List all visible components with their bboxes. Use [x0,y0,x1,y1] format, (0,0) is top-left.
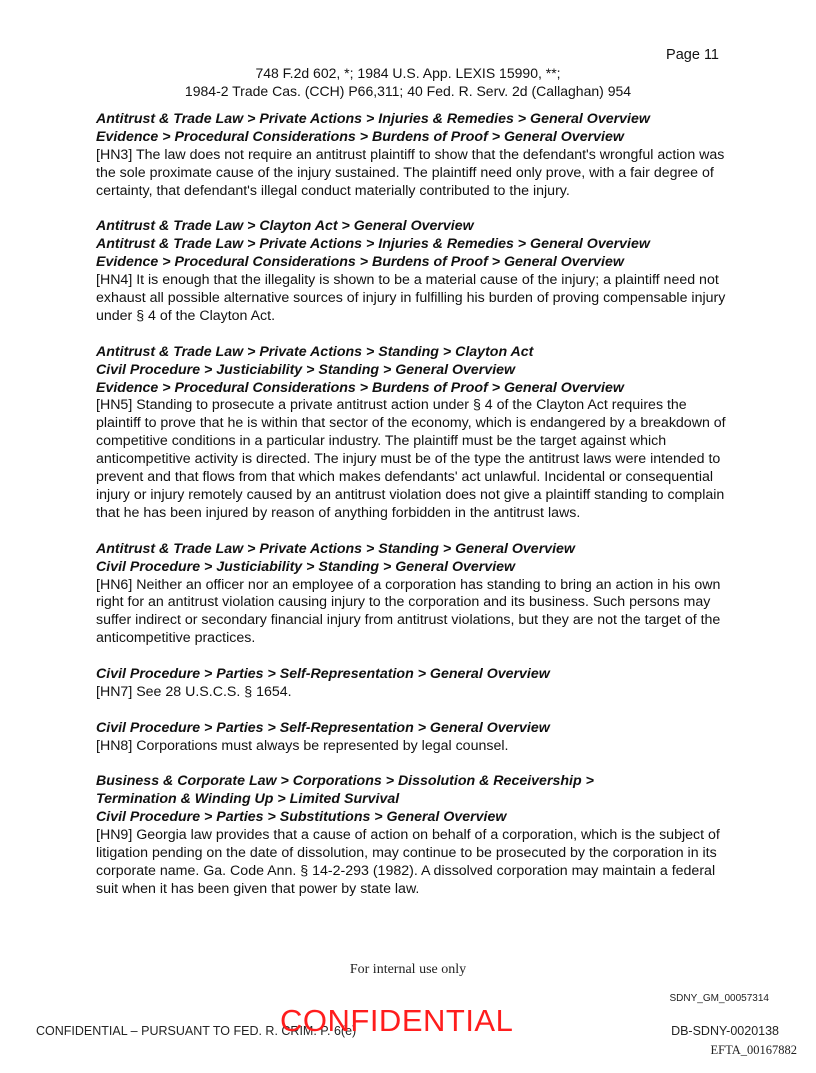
headnote-section [96,666,726,702]
headnote-section [96,720,726,756]
topic-heading: Civil Procedure > Parties > Self-Representation > General Overview [96,666,550,683]
topic-heading: Civil Procedure > Parties > Self-Representation > General Overview [96,719,550,736]
topic-heading: Termination & Winding Up > Limited Survival [96,791,400,808]
headnote-section [96,344,726,523]
headnote-section [96,218,726,325]
headnote-text: [HN5] Standing to prosecute a private antitrust action under § 4 of the Clayton Act requires the plaintiff to prove that he is within that sector of the economy, which is endangered by a breakdown of competitive conditions in a particular industry. The plaintiff must be the target against which anticompetitive activity is directed. The injury must be of the type the antitrust laws were intended to prevent and that flows from that which makes defendants' act unlawful. Incidental or consequential injury or injury remotely caused by an antitrust violation does not give a plaintiff standing to complain that he has been injured by reason of anything forbidden in the antitrust laws. [96,397,726,521]
topic-heading: Civil Procedure > Justiciability > Standing > General Overview [96,361,516,378]
confidential-notice: CONFIDENTIAL – PURSUANT TO FED. R. CRIM. P. 6(e) [36,1024,357,1038]
citation-line-1: 748 F.2d 602, *; 1984 U.S. App. LEXIS 15990, **; [255,65,561,81]
topic-heading: Antitrust & Trade Law > Private Actions > Standing > General Overview [96,540,575,557]
headnote-section [96,111,726,201]
topic-heading: Civil Procedure > Parties > Substitutions > General Overview [96,809,507,826]
page-number: Page 11 [666,47,719,63]
internal-use-notice: For internal use only [349,962,467,977]
topic-heading: Antitrust & Trade Law > Private Actions > Injuries & Remedies > General Overview [96,236,650,253]
topic-heading: Antitrust & Trade Law > Private Actions > Injuries & Remedies > General Overview [96,111,650,127]
topic-heading: Antitrust & Trade Law > Private Actions > Standing > Clayton Act [96,343,534,360]
topic-heading: Civil Procedure > Justiciability > Standing > General Overview [96,558,516,575]
headnote-text: [HN9] Georgia law provides that a cause of action on behalf of a corporation, which is the subject of litigation pending on the date of dissolution, may continue to be prosecuted by the corporation in its corporate name. Ga. Code Ann. § 14-2-293 (1982). A dissolved corporation may maintain a federal suit when it has been given that power by state law. [96,827,720,897]
headnote-section [96,541,726,648]
topic-heading: Evidence > Procedural Considerations > Burdens of Proof > General Overview [96,379,624,396]
topic-heading: Evidence > Procedural Considerations > Burdens of Proof > General Overview [96,128,624,145]
topic-heading: Evidence > Procedural Considerations > Burdens of Proof > General Overview [96,254,624,271]
confidential-stamp: CONFIDENTIAL [280,1003,514,1038]
headnote-text: [HN6] Neither an officer nor an employee of a corporation has standing to bring an action in his own right for an antitrust violation causing injury to the corporation and its business. Such persons may suffer indirect or secondary financial injury from antitrust violations, but they are not the target of the anticompetitive practices. [96,576,721,647]
headnote-section [96,773,726,898]
sdny-gm-bates: SDNY_GM_00057314 [669,993,769,1004]
headnote-text: [HN8] Corporations must always be represented by legal counsel. [96,737,509,754]
topic-heading: Business & Corporate Law > Corporations > Dissolution & Receivership > [96,773,594,790]
citation-line-2: 1984-2 Trade Cas. (CCH) P66,311; 40 Fed. R. Serv. 2d (Callaghan) 954 [184,83,632,99]
sdny-db-bates: DB-SDNY-0020138 [671,1024,779,1038]
topic-heading: Antitrust & Trade Law > Clayton Act > General Overview [96,218,474,235]
document-body [96,111,726,917]
headnote-text: [HN4] It is enough that the illegality is shown to be a material cause of the injury; a plaintiff need not exhaust all possible alternative sources of injury in fulfilling his burden of proving compensable injury under § 4 of the Clayton Act. [96,272,726,324]
headnote-text: [HN7] See 28 U.S.C.S. § 1654. [96,683,292,700]
efta-number: EFTA_00167882 [710,1043,797,1057]
headnote-text: [HN3] The law does not require an antitrust plaintiff to show that the defendant's wrongful action was the sole proximate cause of the injury sustained. The plaintiff need only prove, with a fair degree of certainty, that defendant's illegal conduct materially contributed to the injury. [96,146,725,199]
